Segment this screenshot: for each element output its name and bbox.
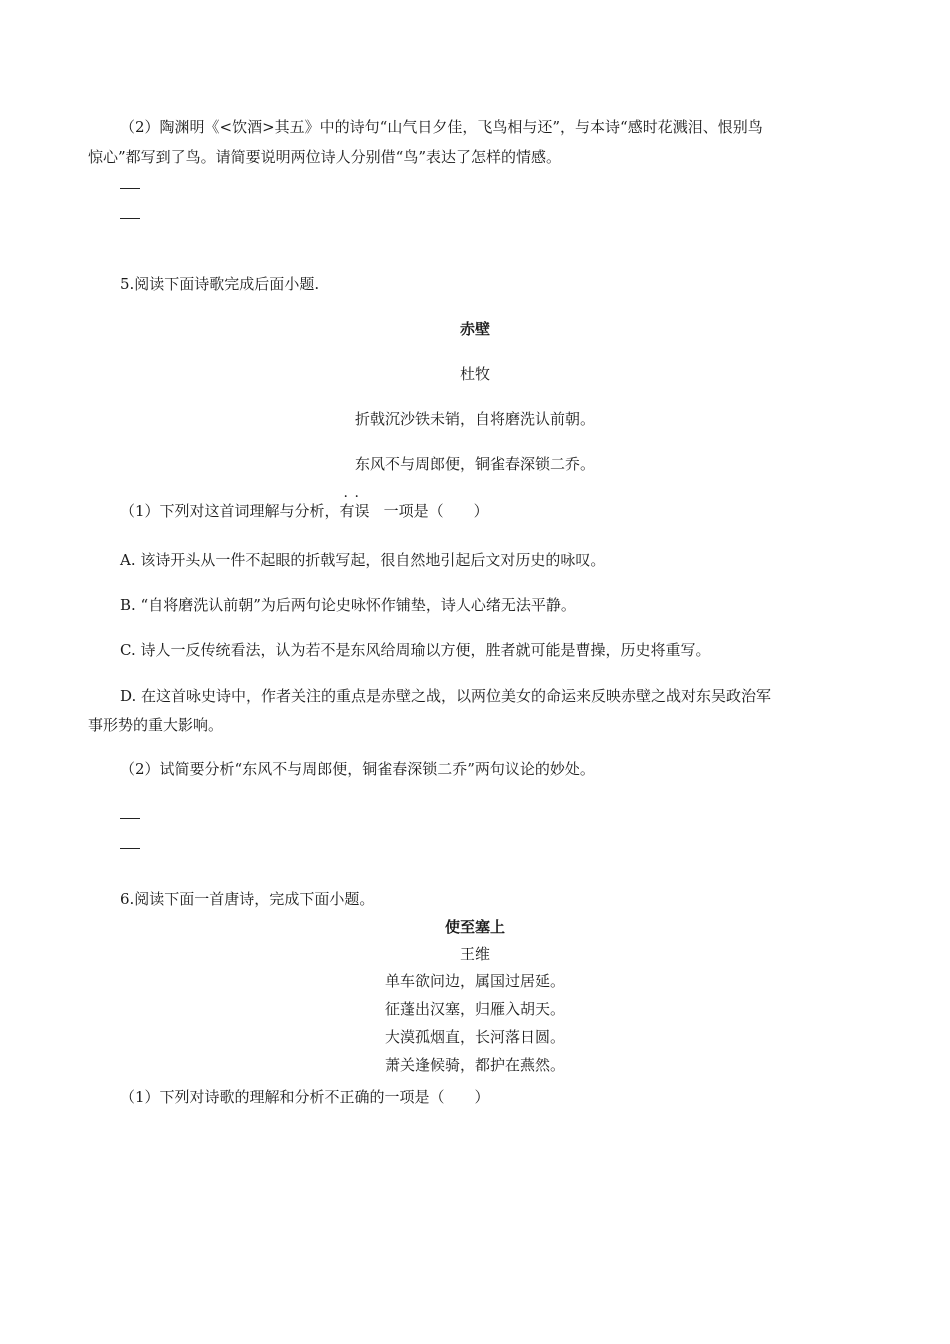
answer-line[interactable] bbox=[120, 848, 140, 849]
q4-part2-line1: （2）陶渊明《<饮酒>其五》中的诗句“山气日夕佳，飞鸟相与还”，与本诗“感时花溅泪、恨别鸟 bbox=[120, 118, 763, 136]
q5-option-c[interactable]: C. 诗人一反传统看法，认为若不是东风给周瑜以方便，胜者就可能是曹操，历史将重写。 bbox=[120, 641, 711, 659]
q5-poem-author: 杜牧 bbox=[459, 365, 490, 383]
q5-part1-suffix: 一项是（ ） bbox=[383, 502, 489, 520]
q5-option-b[interactable]: B. “自将磨洗认前朝”为后两句论史咏怀作铺垫，诗人心绪无法平静。 bbox=[120, 596, 576, 614]
q6-poem-title: 使至塞上 bbox=[444, 918, 505, 936]
q6-poem-line-3: 大漠孤烟直，长河落日圆。 bbox=[384, 1028, 565, 1046]
q6-poem-line-2: 征蓬出汉塞，归雁入胡天。 bbox=[384, 1000, 565, 1018]
q4-part2-line2: 惊心”都写到了鸟。请简要说明两位诗人分别借“鸟”表达了怎样的情感。 bbox=[88, 148, 562, 166]
q6-poem-line-1: 单车欲问边，属国过居延。 bbox=[384, 972, 565, 990]
q5-poem-title: 赤壁 bbox=[459, 320, 490, 338]
answer-line[interactable] bbox=[120, 818, 140, 819]
answer-line[interactable] bbox=[120, 218, 140, 219]
q5-part1-prefix: （1）下列对这首词理解与分析， bbox=[120, 502, 340, 520]
q5-poem-line-2: 东风不与周郎便，铜雀春深锁二乔。 bbox=[354, 455, 595, 473]
answer-line[interactable] bbox=[120, 188, 140, 189]
q5-part2: （2）试简要分析“东风不与周郎便，铜雀春深锁二乔”两句议论的妙处。 bbox=[120, 760, 595, 778]
q6-intro: 6.阅读下面一首唐诗，完成下面小题。 bbox=[120, 890, 375, 908]
q5-intro: 5.阅读下面诗歌完成后面小题. bbox=[120, 275, 320, 293]
q6-part1: （1）下列对诗歌的理解和分析不正确的一项是（ ） bbox=[120, 1088, 490, 1106]
q5-option-a[interactable]: A. 该诗开头从一件不起眼的折戟写起，很自然地引起后文对历史的咏叹。 bbox=[120, 551, 606, 569]
q5-option-d-line1[interactable]: D. 在这首咏史诗中，作者关注的重点是赤壁之战，以两位美女的命运来反映赤壁之战对东吴政治军 bbox=[120, 687, 772, 705]
q5-part1-emphasis: · · 有误 bbox=[340, 500, 370, 522]
q5-option-d-line2: 事形势的重大影响。 bbox=[88, 716, 224, 734]
q6-poem-line-4: 萧关逢候骑，都护在燕然。 bbox=[384, 1056, 565, 1074]
q6-poem-author: 王维 bbox=[459, 945, 490, 963]
q5-part1 bbox=[120, 500, 489, 522]
q5-poem-line-1: 折戟沉沙铁未销，自将磨洗认前朝。 bbox=[354, 410, 595, 428]
